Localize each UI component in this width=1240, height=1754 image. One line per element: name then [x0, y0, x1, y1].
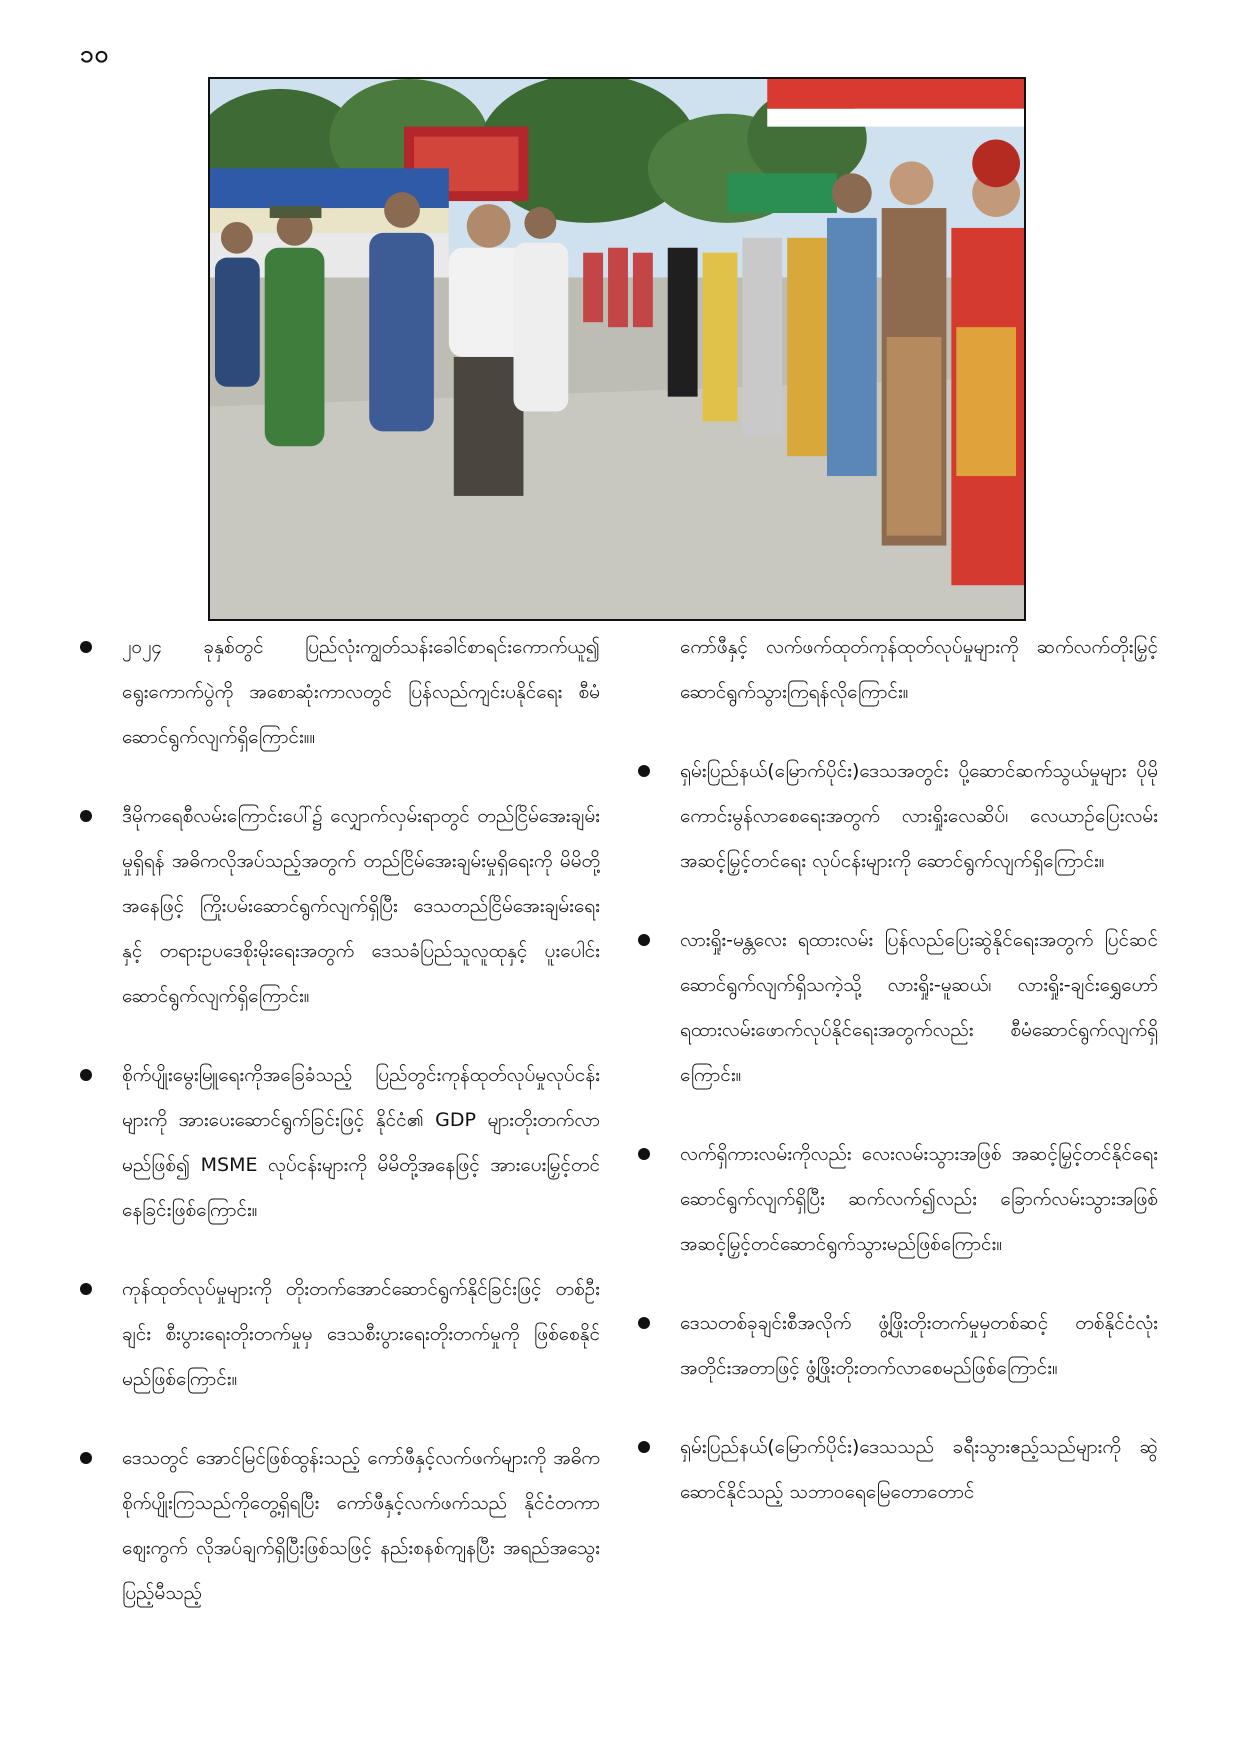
right-column — [638, 625, 1158, 1549]
bullet-dot-icon — [80, 810, 92, 822]
bullet-text: လားရှိုး-မန္တလေး ရထားလမ်း ပြန်လည်ပြေးဆွဲနိုင်ရေးအတွက် ပြင်ဆင်ဆောင်ရွက်လျက်ရှိသကဲ့သို့ လားရှိုး-မူဆယ်၊ လားရှိုး-ချင်းရွှေဟော် ရထားလမ်းဖောက်လုပ်နိုင်ရေးအတွက်လည်း စီမံဆောင်ရွက်လျက်ရှိကြောင်း။ — [680, 929, 1158, 1086]
bullet-dot-icon — [638, 765, 650, 777]
bullet-dot-icon — [80, 641, 92, 653]
bullet-item — [638, 1132, 1158, 1267]
bullet-text: ဒေသတွင် အောင်မြင်ဖြစ်ထွန်းသည့် ကော်ဖီနှင့်လက်ဖက်များကို အဓိကစိုက်ပျိုးကြသည်ကိုတွေ့ရှိရပြီး ကော်ဖီနှင့်လက်ဖက်သည် နိုင်ငံတကာဈေးကွက် လိုအပ်ချက်ရှိပြီးဖြစ်သဖြင့် နည်းစနစ်ကျနပြီး အရည်အသွေးပြည့်မီသည့် — [122, 1447, 600, 1604]
bullet-item — [638, 1425, 1158, 1515]
bullet-item — [80, 625, 600, 760]
bullet-text: ဒေသတစ်ခုချင်းစီအလိုက် ဖွံ့ဖြိုးတိုးတက်မှုမှတစ်ဆင့် တစ်နိုင်ငံလုံးအတိုင်းအတာဖြင့် ဖွံ့ဖြိုးတိုးတက်လာစေမည်ဖြစ်ကြောင်း။ — [680, 1312, 1158, 1379]
bullet-dot-icon — [80, 1452, 92, 1464]
bullet-dot-icon — [638, 1148, 650, 1160]
bullet-text: ၂၀၂၄ ခုနှစ်တွင် ပြည်လုံးကျွတ်သန်းခေါင်စာရင်းကောက်ယူ၍ ရွေးကောက်ပွဲကို အစောဆုံးကာလတွင် ပြန်လည်ကျင်းပနိုင်ရေး စီမံဆောင်ရွက်လျက်ရှိကြောင်း။။ — [122, 636, 600, 748]
bullet-dot-icon — [80, 1283, 92, 1295]
bullet-item — [80, 1053, 600, 1233]
bullet-text: ရှမ်းပြည်နယ်(မြောက်ပိုင်း)ဒေသသည် ခရီးသွားဧည့်သည်များကို ဆွဲဆောင်နိုင်သည့် သဘာဝရေမြေတောတောင် — [680, 1436, 1158, 1503]
bullet-item — [80, 1267, 600, 1402]
bullet-text: ဒီမိုကရေစီလမ်းကြောင်းပေါ်၌ လျှောက်လှမ်းရာတွင် တည်ငြိမ်အေးချမ်းမှုရှိရန် အဓိကလိုအပ်သည့်အတွက် တည်ငြိမ်အေးချမ်းမှုရှိရေးကို မိမိတို့အနေဖြင့် ကြိုးပမ်းဆောင်ရွက်လျက်ရှိပြီး ဒေသတည်ငြိမ်အေးချမ်းရေးနှင့် တရားဥပဒေစိုးမိုးရေးအတွက် ဒေသခံပြည်သူလူထုနှင့် ပူးပေါင်းဆောင်ရွက်လျက်ရှိကြောင်း။ — [122, 805, 600, 1007]
bullet-dot-icon — [638, 1317, 650, 1329]
bullet-text: စိုက်ပျိုးမွေးမြူရေးကိုအခြေခံသည့် ပြည်တွင်းကုန်ထုတ်လုပ်မှုလုပ်ငန်းများကို အားပေးဆောင်ရွက်ခြင်းဖြင့် နိုင်ငံ၏ GDP များတိုးတက်လာမည်ဖြစ်၍ MSME လုပ်ငန်းများကို မိမိတို့အနေဖြင့် အားပေးမြှင့်တင်နေခြင်းဖြစ်ကြောင်း။ — [122, 1064, 600, 1221]
bullet-dot-icon — [638, 934, 650, 946]
bullet-text: ကော်ဖီနှင့် လက်ဖက်ထုတ်ကုန်ထုတ်လုပ်မှုများကို ဆက်လက်တိုးမြှင့်ဆောင်ရွက်သွားကြရန်လိုကြောင်း။ — [680, 636, 1158, 703]
bullet-text: ကုန်ထုတ်လုပ်မှုများကို တိုးတက်အောင်ဆောင်ရွက်နိုင်ခြင်းဖြင့် တစ်ဦးချင်း စီးပွားရေးတိုးတက်မှုမှ ဒေသစီးပွားရေးတိုးတက်မှုကို ဖြစ်စေနိုင်မည်ဖြစ်ကြောင်း။ — [122, 1278, 600, 1390]
bullet-dot-icon — [80, 1069, 92, 1081]
continued-paragraph — [638, 625, 1158, 715]
bullet-item — [638, 918, 1158, 1098]
bullet-dot-icon — [638, 1441, 650, 1453]
bullet-item — [80, 1436, 600, 1616]
event-photo-illustration — [210, 79, 1024, 619]
bullet-text: လက်ရှိကားလမ်းကိုလည်း လေးလမ်းသွားအဖြစ် အဆင့်မြှင့်တင်နိုင်ရေး ဆောင်ရွက်လျက်ရှိပြီး ဆက်လက်၍လည်း ခြောက်လမ်းသွားအဖြစ် အဆင့်မြှင့်တင်ဆောင်ရွက်သွားမည်ဖြစ်ကြောင်း။ — [680, 1143, 1158, 1255]
page-number: ၁၀ — [80, 40, 109, 68]
event-photo — [208, 77, 1026, 621]
bullet-item — [638, 1301, 1158, 1391]
left-column — [80, 625, 600, 1650]
bullet-item — [80, 794, 600, 1019]
bullet-item — [638, 749, 1158, 884]
bullet-text: ရှမ်းပြည်နယ်(မြောက်ပိုင်း)ဒေသအတွင်း ပို့ဆောင်ဆက်သွယ်မှုများ ပိုမိုကောင်းမွန်လာစေရေးအတွက် လားရှိုးလေဆိပ်၊ လေယာဉ်ပြေးလမ်းအဆင့်မြှင့်တင်ရေး လုပ်ငန်းများကို ဆောင်ရွက်လျက်ရှိကြောင်း။ — [680, 760, 1158, 872]
